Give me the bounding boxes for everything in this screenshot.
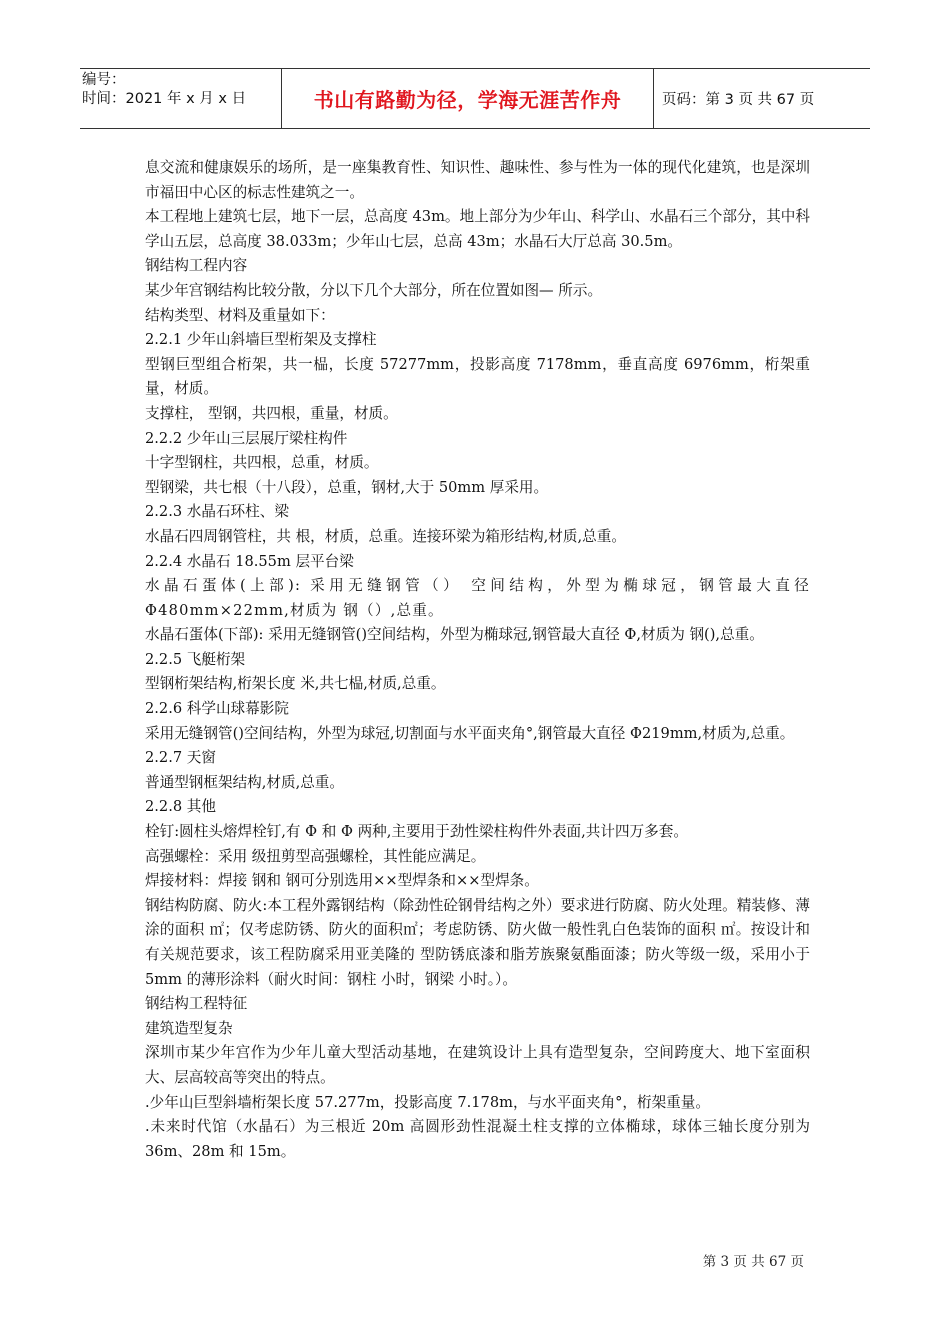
paragraph: .未来时代馆（水晶石）为三根近 20m 高圆形劲性混凝土柱支撑的立体椭球，球体三轴长度分别为 36m、28m 和 15m。 xyxy=(145,1118,810,1160)
paragraph: 钢结构防腐、防火:本工程外露钢结构（除劲性砼钢骨结构之外）要求进行防腐、防火处理。精装修、薄涂的面积 ㎡；仅考虑防锈、防火的面积㎡；考虑防锈、防火做一般性乳白色装饰的面积 ㎡。按设计和有关规范要求，该工程防腐采用亚美隆的 型防锈底漆和脂芳族聚氨酯面漆；防火等级一级，采用小于 5mm 的薄形涂料（耐火时间：钢柱 小时，钢梁 小时。）。 xyxy=(145,896,810,988)
paragraph: 型钢巨型组合桁架，共一榀，长度 57277mm，投影高度 7178mm，垂直高度 6976mm，桁架重量，材质。 xyxy=(145,355,810,398)
paragraph: .少年山巨型斜墙桁架长度 57.277m，投影高度 7.178m，与水平面夹角°，桁架重量。 xyxy=(145,1093,710,1111)
paragraph: 高强螺栓：采用 级扭剪型高强螺栓，其性能应满足。 xyxy=(145,847,486,865)
paragraph: 深圳市某少年宫作为少年儿童大型活动基地，在建筑设计上具有造型复杂，空间跨度大、地下室面积大、层高较高等突出的特点。 xyxy=(145,1044,810,1086)
paragraph: 本工程地上建筑七层，地下一层，总高度 43m。地上部分为少年山、科学山、水晶石三个部分，其中科学山五层，总高度 38.033m；少年山七层，总高 43m；水晶石大厅总高 30.5m。 xyxy=(145,208,810,250)
paragraph: 结构类型、材料及重量如下： xyxy=(145,306,335,324)
paragraph: 型钢梁，共七根（十八段），总重，钢材,大于 50mm 厚采用。 xyxy=(145,478,549,496)
paragraph: 支撑柱， 型钢，共四根，重量，材质。 xyxy=(145,404,398,422)
paragraph: 采用无缝钢管()空间结构，外型为球冠,切割面与水平面夹角°,钢管最大直径 Φ219mm,材质为,总重。 xyxy=(145,724,795,742)
section-heading: 钢结构工程特征 xyxy=(145,995,248,1013)
footer-page-number: 第 3 页 共 67 页 xyxy=(702,1254,804,1270)
paragraph: 水晶石蛋体(上部): 采用无缝钢管（） 空间结构，外型为椭球冠，钢管最大直径Φ480mm×22mm,材质为 钢（）,总重。 xyxy=(145,577,810,619)
header-page-cell xyxy=(654,69,870,128)
page-info: 页码：第 3 页 共 67 页 xyxy=(662,92,815,108)
subsection-heading: 2.2.1 少年山斜墙巨型桁架及支撑柱 xyxy=(145,331,377,349)
document-body xyxy=(145,156,810,1164)
subsection-heading: 2.2.7 天窗 xyxy=(145,749,216,767)
header-left-cell xyxy=(80,69,282,128)
paragraph: 焊接材料：焊接 钢和 钢可分别选用××型焊条和××型焊条。 xyxy=(145,872,539,890)
paragraph: 水晶石蛋体(下部): 采用无缝钢管()空间结构，外型为椭球冠,钢管最大直径 Φ,材质为 钢(),总重。 xyxy=(145,626,764,644)
time-label: 时间：2021 年 x 月 x 日 xyxy=(82,91,247,107)
motto-text: 书山有路勤为径，学海无涯苦作舟 xyxy=(313,88,622,112)
number-label: 编号： xyxy=(82,72,126,88)
paragraph: 水晶石四周钢管柱，共 根，材质，总重。连接环梁为箱形结构,材质,总重。 xyxy=(145,527,626,545)
subsection-heading: 建筑造型复杂 xyxy=(145,1019,233,1037)
subsection-heading: 2.2.5 飞艇桁架 xyxy=(145,650,246,668)
subsection-heading: 2.2.8 其他 xyxy=(145,798,216,816)
page-footer xyxy=(703,1250,804,1270)
paragraph: 息交流和健康娱乐的场所，是一座集教育性、知识性、趣味性、参与性为一体的现代化建筑，也是深圳市福田中心区的标志性建筑之一。 xyxy=(145,159,810,201)
paragraph: 普通型钢框架结构,材质,总重。 xyxy=(145,773,344,791)
subsection-heading: 2.2.6 科学山球幕影院 xyxy=(145,700,289,718)
subsection-heading: 2.2.2 少年山三层展厅梁柱构件 xyxy=(145,429,348,447)
subsection-heading: 2.2.3 水晶石环柱、梁 xyxy=(145,503,289,521)
paragraph: 某少年宫钢结构比较分散，分以下几个大部分，所在位置如图— 所示。 xyxy=(145,281,603,299)
paragraph: 型钢桁架结构,桁架长度 米,共七榀,材质,总重。 xyxy=(145,675,446,693)
subsection-heading: 2.2.4 水晶石 18.55m 层平台梁 xyxy=(145,552,354,570)
section-heading: 钢结构工程内容 xyxy=(145,257,248,275)
header-motto-cell xyxy=(282,69,654,128)
paragraph: 栓钉:圆柱头熔焊栓钉,有 Φ 和 Φ 两种,主要用于劲性梁柱构件外表面,共计四万多套。 xyxy=(145,823,688,841)
page-header xyxy=(80,68,870,129)
paragraph: 十字型钢柱，共四根，总重，材质。 xyxy=(145,454,379,472)
